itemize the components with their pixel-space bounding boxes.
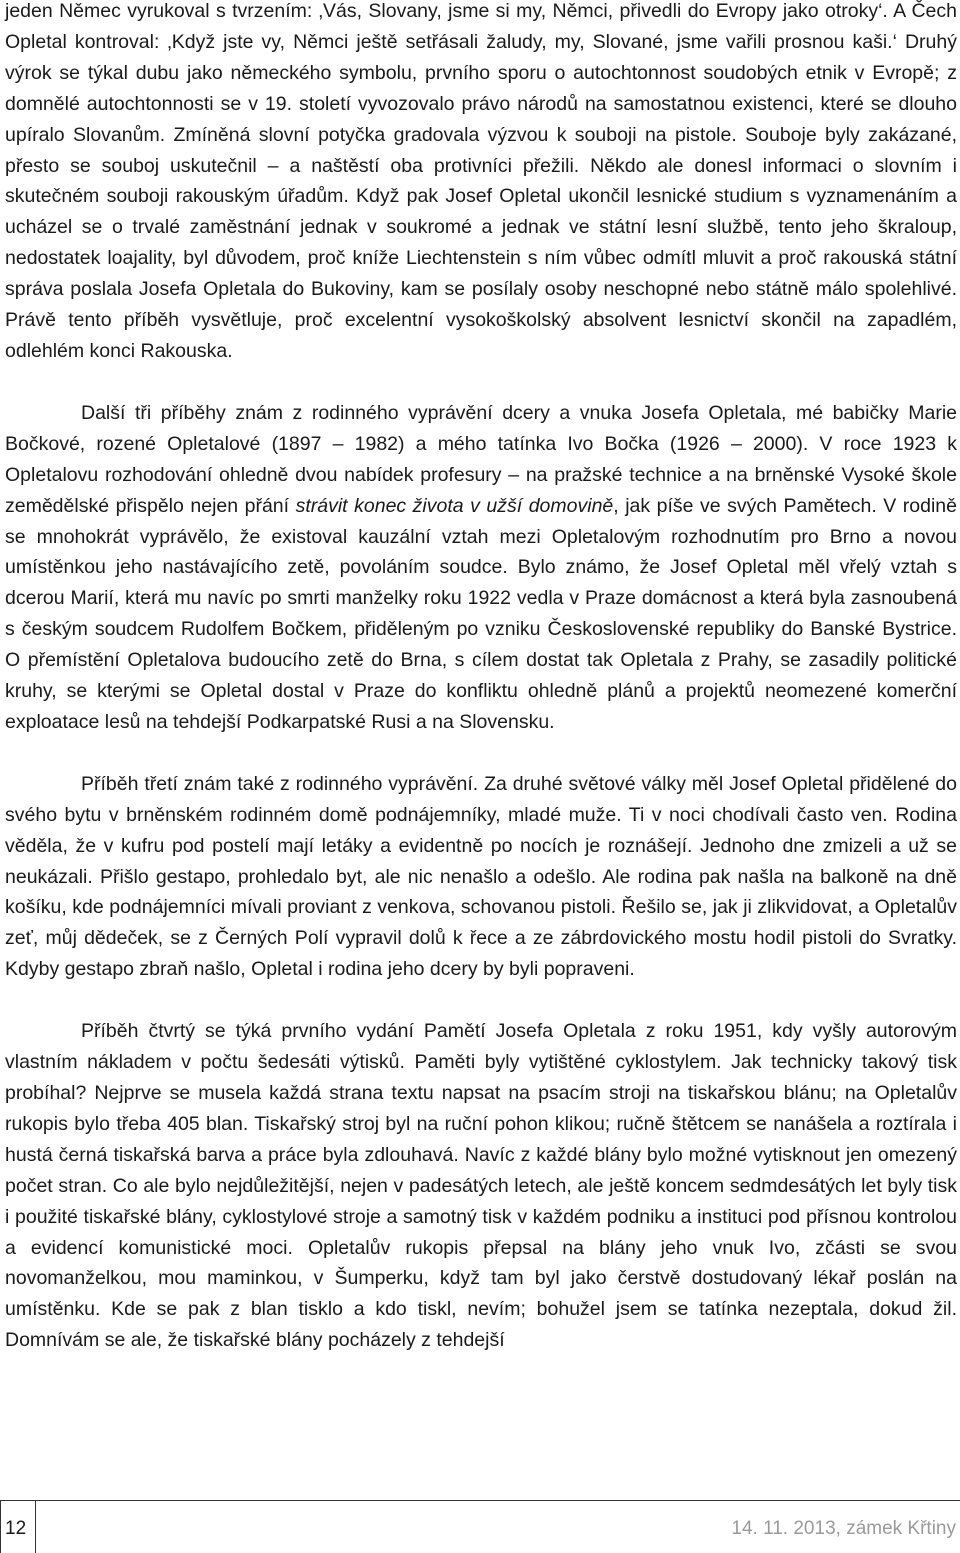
paragraph-1	[5, 0, 957, 367]
paragraph-2-quote: strávit konec života v užší domovině	[295, 494, 614, 517]
paragraph-2-text-a: Další tři příběhy znám z rodinného vyprávění dcery a vnuka Josefa Opletala, mé babičky Marie Bočkové, rozené Opletalové (1897 – 1982) a mého tatínka Ivo Bočka (1926 – 2000). V roce 1923 k Opletalovu rozhodování ohledně dvou nabídek profesury – na pražské technice a na brněnské Vysoké škole zemědělské přispělo nejen přání	[5, 401, 957, 517]
footer-date-place: 14. 11. 2013, zámek Křtiny	[731, 1518, 956, 1539]
footer-rule	[36, 1500, 960, 1501]
paragraph-2-text-b: , jak píše ve svých Pamětech. V rodině se mnohokrát vyprávělo, že existoval kauzální vztah mezi Opletalovým rozhodnutím pro Brno a novou umístěnkou jeho nastávajícího zetě, povoláním soudce. Bylo známo, že Josef Opletal měl vřelý vztah s dcerou Marií, která mu navíc po smrti manželky roku 1922 vedla v Praze domácnost a která byla zasnoubená s českým soudcem Rudolfem Bočkem, přiděleným po vzniku Československé republiky do Banské Bystrice. O přemístění Opletalova budoucího zetě do Brna, s cílem dostat tak Opletala z Prahy, se zasadily politické kruhy, se kterými se Opletal dostal v Praze do konfliktu ohledně plánů a projektů neomezené komerční exploatace lesů na tehdejší Podkarpatské Rusi a na Slovensku.	[5, 494, 957, 733]
paragraph-3	[5, 769, 957, 985]
paragraph-4	[5, 1016, 957, 1356]
paragraph-1-text: jeden Němec vyrukoval s tvrzením: ‚Vás, Slovany, jsme si my, Němci, přivedli do Evropy jako otroky‘. A Čech Opletal kontroval: ‚Když jste vy, Němci ještě setřásali žaludy, my, Slované, jsme vařili prosnou kaši.‘ Druhý výrok se týkal dubu jako německého symbolu, prvního sporu o autochtonnost soudobých etnik v Evropě; z domnělé autochtonnosti se v 19. století vyvozovalo právo národů na samostatnou existenci, které se dlouho upíralo Slovanům. Zmíněná slovní potyčka gradovala výzvou k souboji na pistole. Souboje byly zakázané, přesto se souboj uskutečnil – a naštěstí oba protivníci přežili. Někdo ale donesl informaci o slovním i skutečném souboji rakouským úřadům. Když pak Josef Opletal ukončil lesnické studium s vyznamenáním a ucházel se o trvalé zaměstnání jednak v soukromé a jednak ve státní lesní službě, tento jeho škraloup, nedostatek loajality, byl důvodem, proč kníže Liechtenstein s ním vůbec odmítl mluvit a proč rakouská státní správa poslala Josefa Opletala do Bukoviny, kam se posílaly osoby neschopné nebo státně málo spolehlivé. Právě tento příběh vysvětluje, proč excelentní vysokoškolský absolvent lesnictví skončil na zapadlém, odlehlém konci Rakouska.	[5, 0, 957, 362]
paragraph-3-text: Příběh třetí znám také z rodinného vyprávění. Za druhé světové války měl Josef Opletal přidělené do svého bytu v brněnském rodinném domě podnájemníky, mladé muže. Ti v noci chodívali často ven. Rodina věděla, že v kufru pod postelí mají letáky a evidentně po nocích je roznášejí. Jednoho dne zmizeli a už se neukázali. Přišlo gestapo, prohledalo byt, ale nic nenašlo a odešlo. Ale rodina pak našla na balkoně na dně košíku, kde podnájemníci mívali proviant z venkova, schovanou pistoli. Řešilo se, jak ji zlikvidovat, a Opletalův zeť, můj dědeček, se z Černých Polí vypravil dolů k řece a ze zábrdovického mostu hodil pistoli do Svratky. Kdyby gestapo zbraň našlo, Opletal i rodina jeho dcery by byli popraveni.	[5, 772, 957, 981]
body-text	[5, 0, 957, 1356]
paragraph-2	[5, 398, 957, 738]
paragraph-4-text: Příběh čtvrtý se týká prvního vydání Pamětí Josefa Opletala z roku 1951, kdy vyšly autorovým vlastním nákladem v počtu šedesáti výtisků. Paměti byly vytištěné cyklostylem. Jak technicky takový tisk probíhal? Nejprve se musela každá strana textu napsat na psacím stroji na tiskařskou blánu; na Opletalův rukopis bylo třeba 405 blan. Tiskařský stroj byl na ruční pohon klikou; ručně štětcem se nanášela a roztírala i hustá černá tiskařská barva a práce byla zdlouhavá. Navíc z každé blány bylo možné vytisknout jen omezený počet stran. Co ale bylo nejdůležitější, nejen v padesátých letech, ale ještě koncem sedmdesátých let byly tisk i použité tiskařské blány, cyklostylové stroje a samotný tisk v každém podniku a instituci pod přísnou kontrolou a evidencí komunistické moci. Opletalův rukopis přepsal na blány jeho vnuk Ivo, zčásti se svou novomanželkou, mou maminkou, v Šumperku, když tam byl jako čerstvě dostudovaný lékař poslán na umístěnku. Kde se pak z blan tisklo a kdo tiskl, nevím; bohužel jsem se tatínka nezeptala, dokud žil. Domnívám se ale, že tiskařské blány pocházely z tehdejší	[5, 1020, 957, 1352]
page-number: 12	[5, 1518, 27, 1539]
